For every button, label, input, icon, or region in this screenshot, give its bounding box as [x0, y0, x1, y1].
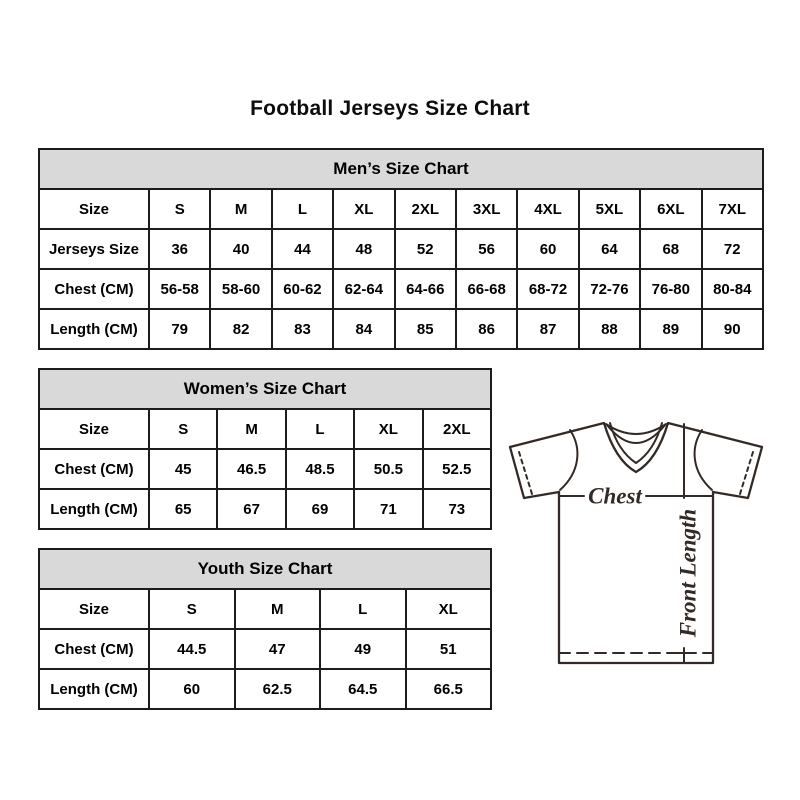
table-cell: 67	[217, 489, 285, 529]
table-cell: 66.5	[406, 669, 492, 709]
table-cell: M	[217, 409, 285, 449]
table-row	[39, 629, 491, 669]
row-label: Jerseys Size	[39, 229, 149, 269]
table-cell: 79	[149, 309, 210, 349]
table-cell: 7XL	[702, 189, 763, 229]
table-cell: 90	[702, 309, 763, 349]
row-label: Length (CM)	[39, 669, 149, 709]
table-title: Youth Size Chart	[39, 549, 491, 589]
table-cell: 45	[149, 449, 217, 489]
table-cell: 65	[149, 489, 217, 529]
row-label: Chest (CM)	[39, 449, 149, 489]
table-row	[39, 489, 491, 529]
table-cell: 52	[395, 229, 456, 269]
table-cell: L	[286, 409, 354, 449]
table-cell: 64-66	[395, 269, 456, 309]
table-cell: 87	[517, 309, 578, 349]
table-cell: 69	[286, 489, 354, 529]
table-cell: 47	[235, 629, 321, 669]
table-cell: 40	[210, 229, 271, 269]
table-cell: 49	[320, 629, 406, 669]
front-length-label: Front Length	[675, 508, 701, 638]
table-cell: 60	[149, 669, 235, 709]
table-cell: 44	[272, 229, 333, 269]
row-label: Chest (CM)	[39, 629, 149, 669]
table-cell: S	[149, 189, 210, 229]
table-cell: 89	[640, 309, 701, 349]
table-cell: 46.5	[217, 449, 285, 489]
table-cell: 36	[149, 229, 210, 269]
womens-size-table	[38, 368, 492, 528]
table-cell: 4XL	[517, 189, 578, 229]
table-cell: 51	[406, 629, 492, 669]
jersey-outline-shape	[510, 423, 762, 663]
table-row	[39, 309, 763, 349]
table-cell: XL	[333, 189, 394, 229]
table-cell: 3XL	[456, 189, 517, 229]
table-row	[39, 269, 763, 309]
row-label: Size	[39, 589, 149, 629]
table-cell: 52.5	[423, 449, 491, 489]
table-cell: 64.5	[320, 669, 406, 709]
table-cell: 76-80	[640, 269, 701, 309]
table-cell: 64	[579, 229, 640, 269]
row-label: Length (CM)	[39, 489, 149, 529]
table-cell: 72-76	[579, 269, 640, 309]
table-cell: 44.5	[149, 629, 235, 669]
chest-label: Chest	[588, 483, 642, 509]
table-cell: 2XL	[395, 189, 456, 229]
table-cell: XL	[354, 409, 422, 449]
table-cell: 66-68	[456, 269, 517, 309]
table-cell: L	[320, 589, 406, 629]
table-row	[39, 409, 491, 449]
row-label: Size	[39, 409, 149, 449]
table-cell: XL	[406, 589, 492, 629]
table-cell: 62-64	[333, 269, 394, 309]
jersey-measurement-diagram	[504, 400, 772, 672]
row-label: Length (CM)	[39, 309, 149, 349]
table-cell: S	[149, 589, 235, 629]
row-label: Size	[39, 189, 149, 229]
table-row	[39, 669, 491, 709]
table-cell: 60-62	[272, 269, 333, 309]
table-title: Women’s Size Chart	[39, 369, 491, 409]
table-cell: 58-60	[210, 269, 271, 309]
table-cell: 88	[579, 309, 640, 349]
table-cell: 48	[333, 229, 394, 269]
table-cell: 5XL	[579, 189, 640, 229]
table-cell: 68-72	[517, 269, 578, 309]
table-cell: 84	[333, 309, 394, 349]
table-cell: M	[210, 189, 271, 229]
row-label: Chest (CM)	[39, 269, 149, 309]
table-cell: 68	[640, 229, 701, 269]
table-cell: 72	[702, 229, 763, 269]
table-cell: 71	[354, 489, 422, 529]
youth-size-table	[38, 548, 492, 708]
table-row	[39, 589, 491, 629]
table-cell: 56	[456, 229, 517, 269]
page-title: Football Jerseys Size Chart	[250, 97, 530, 120]
table-cell: 60	[517, 229, 578, 269]
table-cell: 48.5	[286, 449, 354, 489]
table-cell: 2XL	[423, 409, 491, 449]
table-cell: 80-84	[702, 269, 763, 309]
table-cell: 56-58	[149, 269, 210, 309]
table-cell: 50.5	[354, 449, 422, 489]
table-cell: M	[235, 589, 321, 629]
table-cell: L	[272, 189, 333, 229]
table-row	[39, 229, 763, 269]
table-cell: 85	[395, 309, 456, 349]
table-cell: S	[149, 409, 217, 449]
table-cell: 86	[456, 309, 517, 349]
table-row	[39, 449, 491, 489]
table-row	[39, 189, 763, 229]
table-cell: 62.5	[235, 669, 321, 709]
table-cell: 83	[272, 309, 333, 349]
table-title: Men’s Size Chart	[39, 149, 763, 189]
table-cell: 6XL	[640, 189, 701, 229]
mens-size-table	[38, 148, 764, 348]
table-cell: 73	[423, 489, 491, 529]
table-cell: 82	[210, 309, 271, 349]
